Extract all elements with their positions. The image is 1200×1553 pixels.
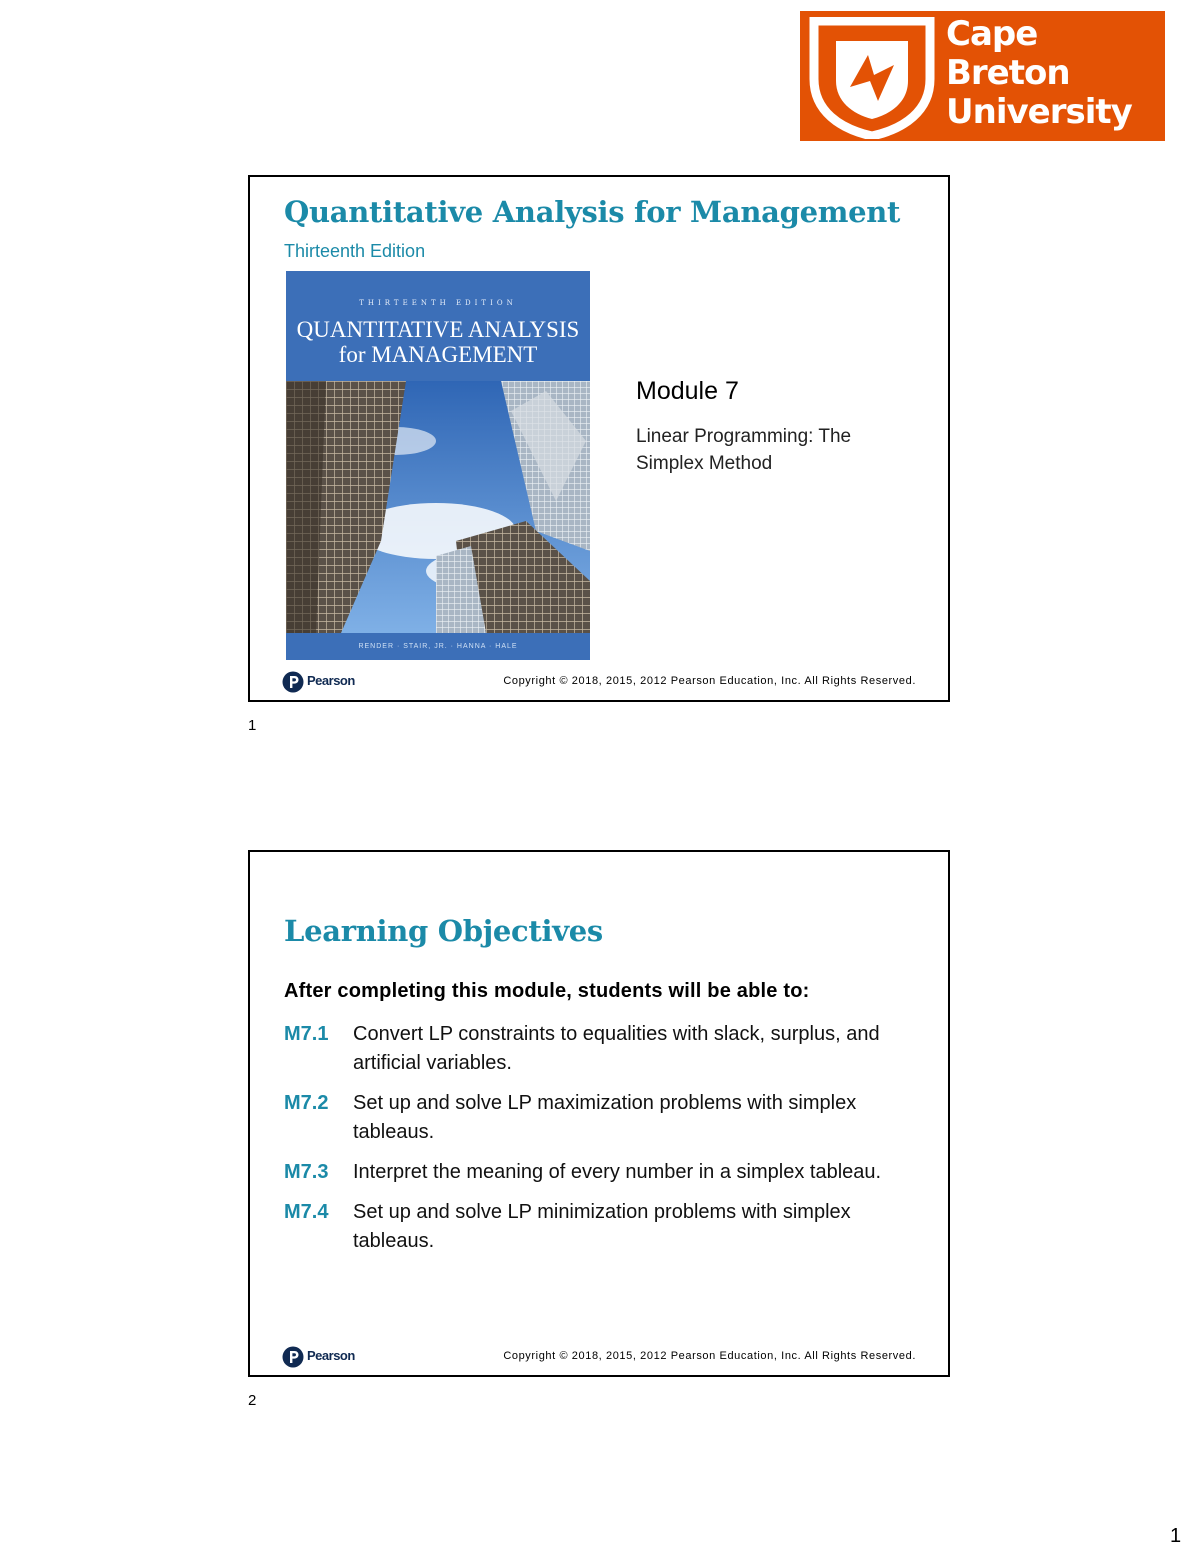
cover-edition-text: THIRTEENTH EDITION [359,299,517,307]
pearson-p-icon [282,671,304,693]
copyright-notice: Copyright © 2018, 2015, 2012 Pearson Education, Inc. All Rights Reserved. [503,675,916,687]
edition-subtitle: Thirteenth Edition [284,241,426,261]
slide-2 [248,850,950,1377]
module-subtitle: Linear Programming: The Simplex Method [636,426,852,474]
objective-text: Set up and solve LP minimization problems with simplex tableaus. [353,1201,851,1252]
module-title: Module 7 [636,377,739,405]
book-cover-image [286,271,590,660]
pearson-wordmark: Pearson [307,673,355,688]
cover-skyscrapers-photo [286,381,590,633]
page-number: 1 [1170,1525,1182,1547]
objective-code: M7.3 [284,1161,329,1183]
pearson-wordmark: Pearson [307,1348,355,1363]
objective-code: M7.2 [284,1092,329,1114]
objectives-list [284,1020,924,1267]
cover-authors: RENDER · STAIR, JR. · HANNA · HALE [286,633,590,660]
objective-code: M7.1 [284,1023,329,1045]
objective-item [284,1020,924,1078]
logo-wordmark [946,15,1132,132]
copyright-notice: Copyright © 2018, 2015, 2012 Pearson Education, Inc. All Rights Reserved. [503,1350,916,1362]
logo-line-breton: Breton [946,53,1070,93]
pearson-p-icon [282,1346,304,1368]
cover-title-line-1: QUANTITATIVE ANALYSIS [296,317,580,342]
objective-item [284,1198,924,1256]
objective-text: Interpret the meaning of every number in a simplex tableau. [353,1161,882,1183]
objective-code: M7.4 [284,1201,329,1223]
cover-title [286,317,590,367]
slide-title: Quantitative Analysis for Management [284,195,901,229]
slide-number: 2 [248,1392,257,1409]
cover-title-line-2: for MANAGEMENT [338,342,538,367]
slide-number: 1 [248,717,257,734]
shield-icon [808,17,936,139]
objective-item [284,1158,924,1187]
objectives-intro: After completing this module, students will be able to: [284,980,810,1002]
slide-1 [248,175,950,702]
slide-title: Learning Objectives [284,914,603,948]
logo-line-cape: Cape [946,14,1038,54]
objective-text: Set up and solve LP maximization problems with simplex tableaus. [353,1092,857,1143]
logo-line-university: University [946,92,1132,132]
cape-breton-university-logo [800,11,1165,141]
objective-text: Convert LP constraints to equalities with slack, surplus, and artificial variables. [353,1023,880,1074]
objective-item [284,1089,924,1147]
